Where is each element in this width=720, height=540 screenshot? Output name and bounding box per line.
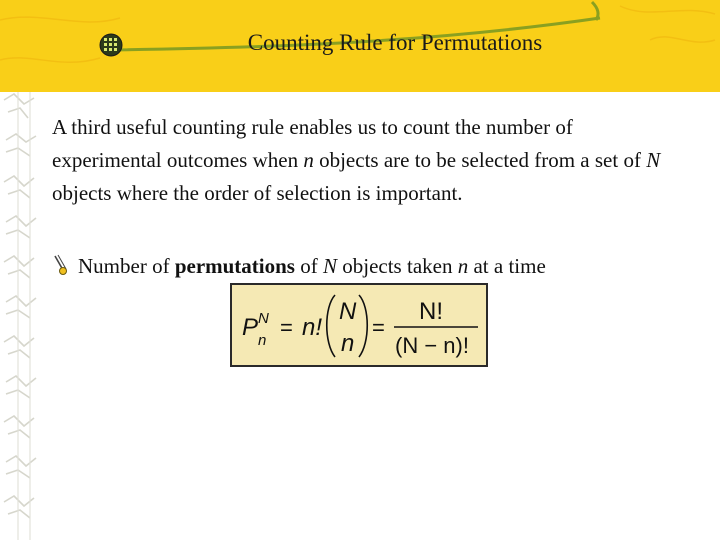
bullet-var-N: N: [322, 254, 337, 278]
var-N: N: [646, 148, 661, 172]
permutation-formula: [232, 285, 486, 365]
binom-bottom: n: [341, 330, 355, 357]
formula-P: P: [242, 314, 259, 341]
bullet-text-4: at a time: [468, 254, 546, 278]
paragraph-text-1: A third useful counting rule enables us to count the number of experimental outcomes when: [52, 115, 573, 172]
bullet-text-2: of: [294, 254, 323, 278]
frac-numerator: N!: [419, 298, 443, 325]
bullet-var-n: n: [457, 254, 469, 278]
header-band: [0, 0, 720, 92]
formula-equals-2: =: [372, 315, 385, 340]
formula-sub-n: n: [258, 332, 267, 349]
bullet-text-3: objects taken: [337, 254, 458, 278]
paragraph-text-3: objects where the order of selection is important.: [52, 181, 463, 205]
pencil-bullet-icon: [52, 254, 72, 276]
right-paren: [359, 295, 367, 357]
bullet-text: [78, 250, 638, 283]
bullet-bold-term: permutations: [174, 254, 295, 278]
paragraph-text-2: objects are to be selected from a set of: [313, 148, 647, 172]
formula-sup-N: N: [258, 310, 269, 327]
left-paren: [327, 295, 335, 357]
slide-title: Counting Rule for Permutations: [247, 30, 543, 55]
bullet-text-1: Number of: [78, 254, 175, 278]
frac-denominator: (N − n)!: [395, 333, 469, 358]
var-n: n: [303, 148, 314, 172]
formula-equals-1: =: [280, 315, 293, 340]
main-paragraph: [52, 111, 662, 210]
formula-box: [230, 283, 488, 367]
binom-top: N: [339, 298, 357, 325]
formula-n-factorial: n!: [302, 314, 323, 341]
